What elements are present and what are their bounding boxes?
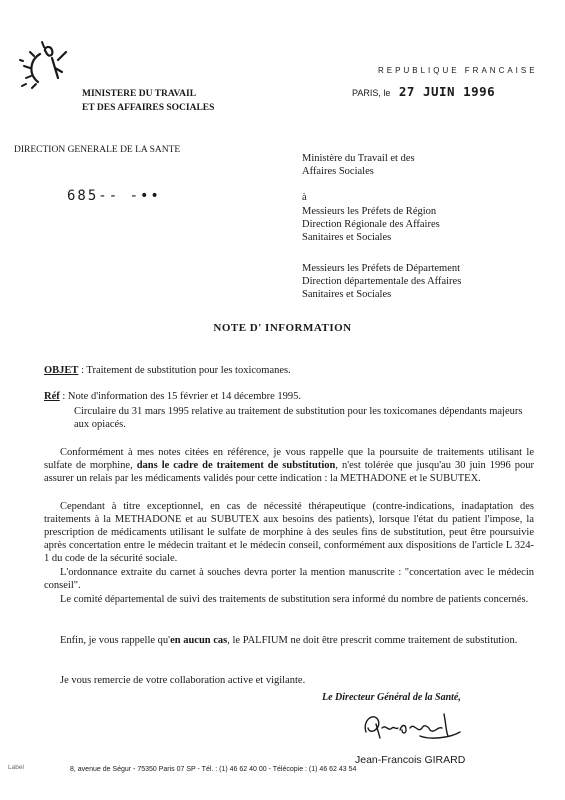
recipient1-line1: Messieurs les Préfets de Région bbox=[302, 206, 437, 217]
paragraph-1 bbox=[44, 446, 534, 485]
note-title: NOTE D' INFORMATION bbox=[213, 322, 352, 334]
sender-line2: Affaires Sociales bbox=[302, 166, 374, 177]
ministry-name-line1: MINISTERE DU TRAVAIL bbox=[82, 89, 197, 99]
ref-line2: Circulaire du 31 mars 1995 relative au traitement de substitution pour les toxicomanes dépendants majeurs aux opiacés. bbox=[74, 406, 523, 430]
date-stamp: 27 JUIN 1996 bbox=[398, 84, 496, 99]
recipient2-line2: Direction départementale des Affaires bbox=[302, 276, 462, 287]
recipient1-line2: Direction Régionale des Affaires bbox=[302, 219, 440, 230]
direction-generale: DIRECTION GENERALE DE LA SANTE bbox=[14, 145, 181, 155]
reference-number: 685-- -•• bbox=[67, 188, 161, 204]
paragraph-2: Cependant à titre exceptionnel, en cas de nécessité thérapeutique (contre-indications, inadaptation des traitements à la METHADONE et au SUBUTEX aux besoins des patients), lorsque l'état du patient l'impose, la prescription de médicaments utilisant le sulfate de morphine à des seules fins de substitution, peut être poursuivie après concertation entre le médecin traitant et le médecin conseil, conformément aux dispositions de l'article L 324-1 du code de la sécurité sociale. bbox=[44, 501, 534, 564]
paragraph-4: Le comité départemental de suivi des traitements de substitution sera informé du nombre de patients concernés. bbox=[60, 594, 529, 605]
ministry-name-line2: ET DES AFFAIRES SOCIALES bbox=[82, 103, 215, 113]
sender-address bbox=[302, 152, 502, 178]
objet-text: : Traitement de substitution pour les toxicomanes. bbox=[78, 365, 291, 376]
signer-name: Jean-Francois GIRARD bbox=[355, 754, 466, 766]
address-a: à bbox=[302, 192, 307, 203]
date-place: PARIS, le bbox=[352, 88, 391, 98]
recipient1-line3: Sanitaires et Sociales bbox=[302, 232, 392, 243]
ref-line1: : Note d'information des 15 février et 14 décembre 1995. bbox=[59, 391, 302, 402]
footer-address: 8, avenue de Ségur - 75350 Paris 07 SP - Tél. : (1) 46 62 40 00 - Télécopie : (1) 46 62 43 54 bbox=[70, 766, 357, 773]
p5-text-a: Enfin, je vous rappelle qu' bbox=[60, 635, 171, 646]
recipient-departements bbox=[302, 262, 532, 301]
p1-text-b: , n'est tolérée que jusqu'au 30 juin 1996 pour assurer un relais par les médicaments validés pour cette indication : la METHADONE et le SUBUTEX. bbox=[44, 460, 534, 484]
republique-francaise: REPUBLIQUE FRANCAISE bbox=[378, 66, 538, 75]
p1-text-a: Conformément à mes notes citées en référence, je vous rappelle que la poursuite de traitements utilisant le sulfate de morphine, bbox=[44, 447, 534, 471]
paragraph-5 bbox=[44, 634, 534, 647]
objet-label: OBJET bbox=[44, 365, 79, 376]
ref-label: Réf bbox=[44, 391, 60, 402]
ministry-logo-icon bbox=[18, 38, 78, 98]
handwritten-signature-icon bbox=[360, 706, 470, 746]
recipient2-line3: Sanitaires et Sociales bbox=[302, 289, 392, 300]
ref-circulaire bbox=[44, 405, 534, 431]
p1-bold: dans le cadre de traitement de substitution bbox=[136, 460, 336, 471]
sender-line1: Ministère du Travail et des bbox=[302, 153, 415, 164]
signature-title: Le Directeur Général de la Santé, bbox=[322, 692, 461, 703]
label-mark: Label bbox=[8, 764, 24, 771]
p5-bold: en aucun cas bbox=[170, 635, 228, 646]
ministry-name bbox=[82, 87, 214, 115]
paragraph-3: L'ordonnance extraite du carnet à souches devra porter la mention manuscrite : "concertation avec le médecin conseil". bbox=[44, 567, 534, 591]
recipient-regions bbox=[302, 205, 517, 244]
recipient2-line1: Messieurs les Préfets de Département bbox=[302, 263, 461, 274]
objet-line bbox=[44, 364, 291, 377]
ref-line bbox=[44, 390, 301, 403]
date-line bbox=[352, 84, 495, 99]
paragraph-6: Je vous remercie de votre collaboration active et vigilante. bbox=[60, 675, 306, 686]
p5-text-b: , le PALFIUM ne doit être prescrit comme traitement de substitution. bbox=[227, 635, 518, 646]
